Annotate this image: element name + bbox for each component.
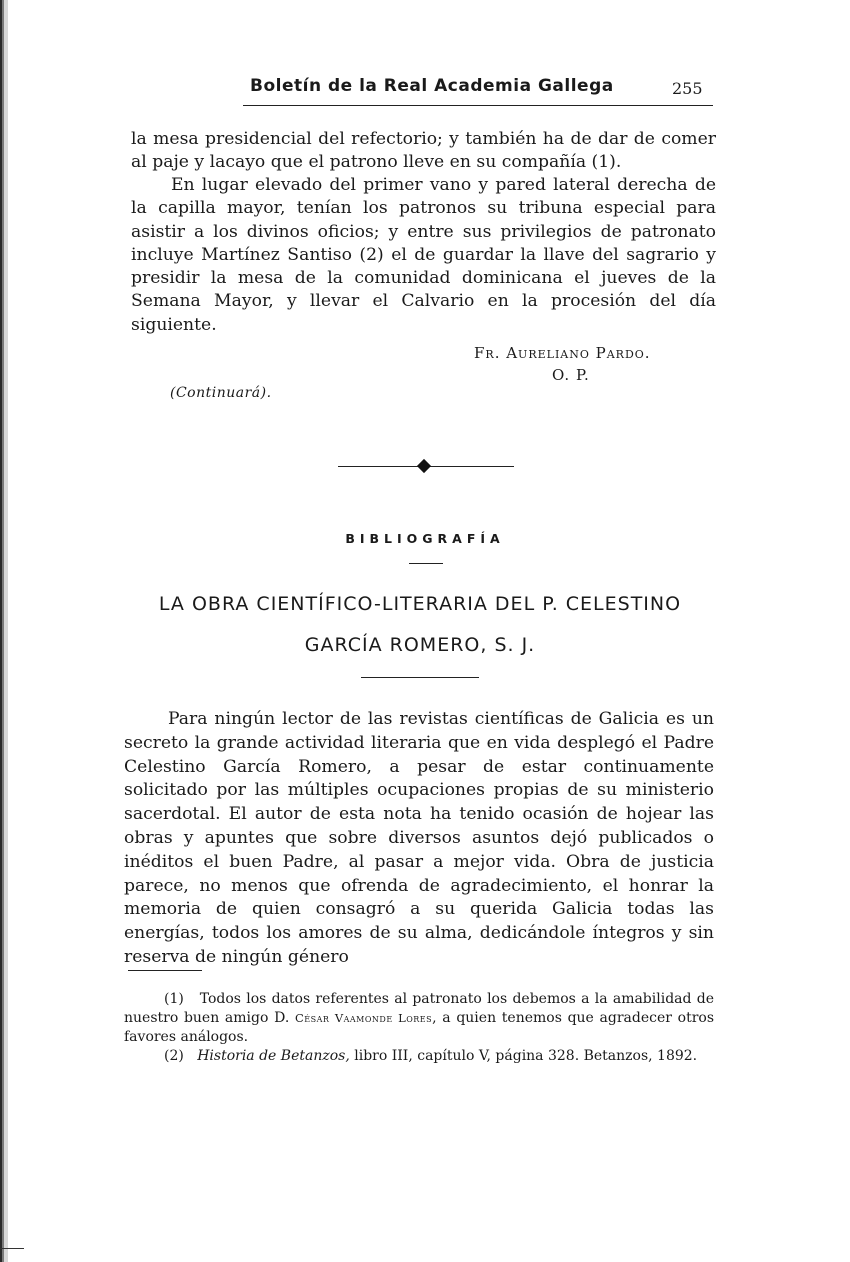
author-signature: Fr. Aureliano Pardo.: [474, 344, 651, 362]
page-number: 255: [672, 79, 703, 98]
section-divider-ornament: [338, 458, 514, 474]
section-label-rule: [409, 563, 443, 564]
previous-article-paragraph-1: la mesa presidencial del refectorio; y también ha de dar de comer al paje y lacayo que el patrono lleve en su compañía (1).: [131, 129, 716, 173]
footnote-1-person-name: César Vaamonde Lores: [295, 1011, 433, 1025]
footnote-1-text-start: Todos los datos referentes al patronato los debemos a la amabilidad de nuestro buen amigo D.: [124, 991, 714, 1026]
footnote-2-marker: (2): [164, 1048, 184, 1064]
continuation-note: (Continuará).: [170, 385, 272, 401]
footnotes: [124, 990, 714, 1066]
diamond-icon: [417, 459, 431, 473]
journal-running-head: Boletín de la Real Academia Gallega: [250, 76, 614, 96]
title-rule: [361, 677, 479, 678]
footnote-2-book-title: Historia de Betanzos,: [197, 1048, 350, 1064]
footnote-1-text-end: , a quien tenemos que agradecer otros favores análogos.: [124, 1010, 715, 1045]
footnote-2-text: libro III, capítulo V, página 328. Betanzos, 1892.: [354, 1048, 698, 1064]
footnote-2: [124, 1047, 714, 1066]
article-title-line-1: LA OBRA CIENTÍFICO-LITERARIA DEL P. CELESTINO: [158, 593, 682, 615]
footnote-rule: [128, 970, 202, 971]
article-paragraph-1: Para ningún lector de las revistas científicas de Galicia es un secreto la grande actividad literaria que en vida desplegó el Padre Celestino García Romero, a pesar de estar continuamente solicitado por las múltiples ocupaciones propias de su ministerio sacerdotal. El autor de esta nota ha tenido ocasión de hojear las obras y apuntes que sobre diversos asuntos dejó publicados o inéditos el buen Padre, al pasar a mejor vida. Obra de justicia parece, no menos que ofrenda de agradecimiento, el honrar la memoria de quien consagró a su querida Galicia todas las energías, todos los amores de su alma, dedicándole íntegros y sin reserva de ningún género: [124, 709, 714, 967]
section-label: BIBLIOGRAFÍA: [345, 531, 505, 546]
article-title-line-2: GARCÍA ROMERO, S. J.: [304, 634, 536, 656]
footnote-1: [124, 990, 714, 1047]
header-rule: [243, 105, 713, 106]
footnote-1-marker: (1): [164, 991, 184, 1007]
author-order: O. P.: [552, 366, 590, 384]
page-binding-edge: [0, 0, 8, 1262]
previous-article-paragraph-2: En lugar elevado del primer vano y pared lateral derecha de la capilla mayor, tenían los patronos su tribuna especial para asistir a los divinos oficios; y entre sus privilegios de patronato incluye Martínez Santiso (2) el de guardar la llave del sagrario y presidir la mesa de la comunidad dominicana el jueves de la Semana Mayor, y llevar el Calvario en la procesión del día siguiente.: [131, 175, 716, 335]
page-edge-mark: [0, 1248, 24, 1249]
